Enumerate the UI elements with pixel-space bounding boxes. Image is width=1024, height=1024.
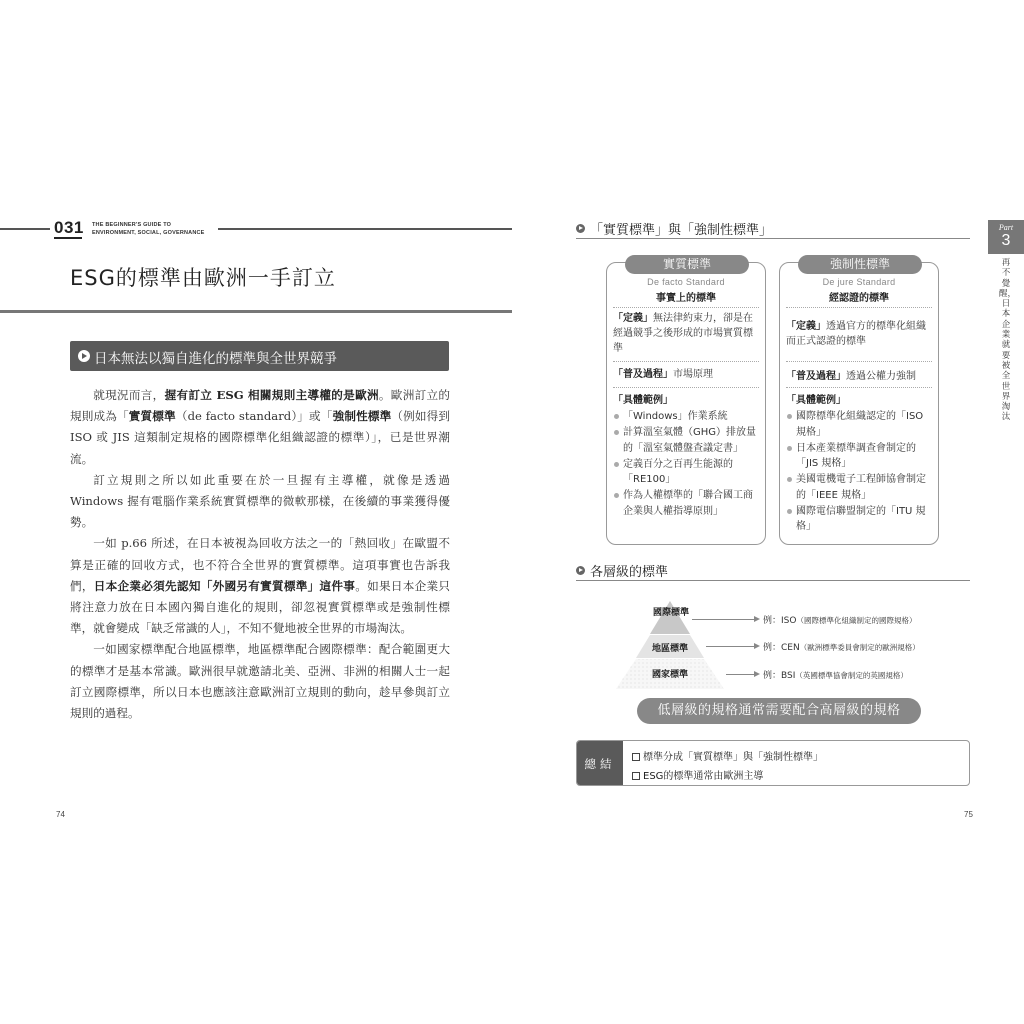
section1-rule [576, 238, 970, 239]
card-definition [786, 319, 934, 349]
pyramid-label-international: 國際標準 [653, 608, 690, 618]
arrow-right-icon [754, 671, 760, 677]
card-english-name: De facto Standard [647, 277, 725, 287]
card-divider [613, 307, 759, 308]
section-banner [70, 341, 449, 371]
card-tag: 強制性標準 [798, 255, 922, 274]
summary-item-text: ESG的標準通常由歐洲主導 [643, 771, 764, 782]
pyramid-example-international [763, 613, 916, 626]
definition-label: 「定義」 [786, 321, 826, 332]
card-chinese-name: 事實上的標準 [656, 293, 716, 304]
process-text: 市場原理 [673, 369, 713, 380]
example-item: 國際標準化組織認定的「ISO 規格」 [786, 409, 934, 440]
arrow-right-icon [754, 643, 760, 649]
pyramid-label-national: 國家標準 [651, 670, 688, 680]
emphasis-text: 握有訂立 ESG 相關規則主導權的是歐洲 [164, 388, 379, 402]
card-de-jure [779, 257, 939, 545]
section-heading-levels [576, 561, 668, 580]
page-title: ESG的標準由歐洲一手訂立 [70, 266, 336, 290]
emphasis-text: 日本企業必須先認知「外國另有實質標準」這件事 [93, 578, 356, 593]
section-heading-standards [576, 219, 772, 238]
example-item: 計算溫室氣體（GHG）排放量的「溫室氣體盤查議定書」 [613, 425, 761, 456]
example-prefix: 例：ISO [763, 616, 797, 626]
body-paragraph [70, 470, 450, 534]
paragraph-text: 一如 p.66 所述，在日本被視為回收方法之一的「熱回收」在歐盟不算是正確的回收方式，也不符合全世界的實質標準。這項事實也告訴我們， [70, 536, 450, 593]
section1-title: 「實質標準」與「強制性標準」 [590, 223, 773, 238]
card-examples [786, 393, 934, 535]
checkbox-icon [632, 753, 640, 761]
part-number: 3 [1001, 232, 1011, 249]
card-tag: 實質標準 [625, 255, 749, 274]
arrow-line [692, 619, 754, 620]
body-paragraph [70, 639, 450, 724]
examples-label: 「具體範例」 [613, 395, 673, 406]
summary-label: 總結 [577, 741, 623, 786]
paragraph-text: 訂立規則之所以如此重要在於一旦握有主導權，就像是透過 Windows 握有電腦作業系統實質標準的微軟那樣，在後續的事業獲得優勢。 [70, 472, 450, 530]
pyramid-example-regional [763, 640, 920, 653]
definition-label: 「定義」 [613, 313, 653, 324]
process-text: 透過公權力強制 [846, 371, 916, 382]
example-item: 定義百分之百再生能源的「RE100」 [613, 457, 761, 488]
pyramid-label-regional: 地區標準 [651, 644, 688, 654]
page-number-right: 75 [964, 810, 973, 819]
summary-box [576, 740, 970, 786]
title-divider [0, 310, 512, 313]
example-prefix: 例：CEN [763, 643, 800, 653]
card-divider [786, 387, 932, 388]
chapter-subtitle-line1: THE BEGINNER'S GUIDE TO [92, 222, 172, 228]
example-note: （歐洲標準委員會制定的歐洲規格） [799, 643, 920, 652]
card-definition [613, 311, 761, 356]
definition-text: 無法律約束力，卻是在經過競爭之後形成的市場實質標準 [613, 313, 753, 354]
section-heading: 日本無法以獨自進化的標準與全世界競爭 [94, 351, 337, 367]
card-english-name: De jure Standard [822, 277, 896, 287]
example-prefix: 例：BSI [763, 671, 796, 681]
arrow-line [726, 674, 754, 675]
example-note: （英國標準協會制定的英國規格） [795, 671, 908, 680]
example-item: 美國電機電子工程師協會制定的「IEEE 規格」 [786, 472, 934, 503]
right-page [512, 0, 1024, 1024]
card-divider [613, 361, 759, 362]
card-divider [786, 307, 932, 308]
card-de-facto [606, 257, 766, 545]
side-chapter-title: 再不覺醒，日本企業就要被全世界淘汰 [999, 258, 1017, 423]
body-paragraph [70, 385, 450, 470]
play-bullet-icon [576, 224, 585, 233]
emphasis-text: 強制性標準 [332, 409, 392, 424]
section2-rule [576, 580, 970, 581]
card-examples [613, 393, 761, 520]
emphasis-text: 實質標準 [128, 409, 176, 424]
section2-title: 各層級的標準 [590, 565, 669, 580]
process-label: 「普及過程」 [613, 369, 673, 380]
play-bullet-icon [576, 566, 585, 575]
card-chinese-name: 經認證的標準 [829, 293, 889, 304]
definition-text: 透過官方的標準化組織而正式認證的標準 [786, 321, 926, 347]
arrow-right-icon [754, 616, 760, 622]
paragraph-text: 。歐洲訂立的規則成為「 [70, 388, 450, 424]
process-label: 「普及過程」 [786, 371, 846, 382]
example-item: 日本產業標準調查會制定的「JIS 規格」 [786, 441, 934, 472]
page-number-left: 74 [56, 810, 65, 819]
arrow-line [706, 646, 754, 647]
example-note: （國際標準化組織制定的國際規格） [796, 616, 917, 625]
example-item: 作為人權標準的「聯合國工商企業與人權指導原則」 [613, 488, 761, 519]
paragraph-text: 。如果日本企業只將注意力放在日本國內獨自進化的規則，卻忽視實質標準或是強制性標準，就會變成「缺乏常識的人」，不知不覺地被全世界的市場淘汰。 [70, 578, 450, 636]
body-text [70, 385, 450, 724]
card-divider [786, 361, 932, 362]
pyramid-example-national [763, 668, 908, 681]
chapter-number: 031 [54, 218, 84, 237]
paragraph-text: （de facto standard）」或「 [175, 409, 333, 424]
part-tab [988, 220, 1024, 254]
examples-list [786, 409, 934, 535]
chapter-subtitle [92, 221, 205, 237]
part-label: Part [998, 223, 1014, 232]
summary-item-text: 標準分成「實質標準」與「強制性標準」 [643, 752, 823, 763]
paragraph-text: 就現況而言， [93, 388, 165, 402]
summary-item [632, 748, 823, 763]
play-bullet-icon [78, 350, 90, 362]
card-process [786, 369, 934, 384]
example-item: 國際電信聯盟制定的「ITU 規格」 [786, 504, 934, 535]
summary-item [632, 767, 763, 782]
chapter-rule-left [0, 228, 50, 230]
body-paragraph [70, 533, 450, 639]
checkbox-icon [632, 772, 640, 780]
card-process [613, 367, 761, 382]
example-item: 「Windows」作業系統 [613, 409, 761, 425]
pyramid-callout: 低層級的規格通常需要配合高層級的規格 [637, 698, 921, 724]
chapter-number-underline [54, 237, 82, 239]
chapter-rule-right [218, 228, 512, 230]
examples-label: 「具體範例」 [786, 395, 846, 406]
chapter-header [0, 218, 512, 240]
examples-list [613, 409, 761, 519]
card-divider [613, 387, 759, 388]
chapter-subtitle-line2: ENVIRONMENT, SOCIAL, GOVERNANCE [92, 230, 205, 236]
paragraph-text: 一如國家標準配合地區標準，地區標準配合國際標準：配合範圍更大的標準才是基本常識。歐洲很早就邀請北美、亞洲、非洲的相關人士一起訂立國際標準，所以日本也應該注意歐洲訂立規則的動向，趁早參與訂立規則的過程。 [70, 642, 450, 721]
paragraph-text: （例如得到 ISO 或 JIS 這類制定規格的國際標準化組織認證的標準）」，已是世界潮流。 [70, 409, 450, 466]
